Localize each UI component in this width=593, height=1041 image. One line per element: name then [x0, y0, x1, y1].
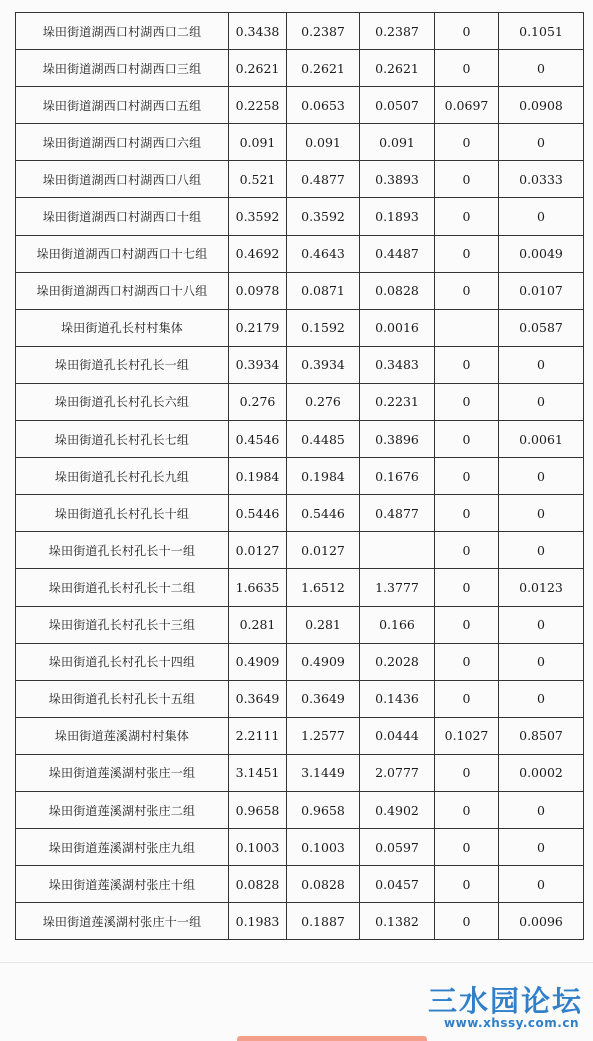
watermark-title: 三水园论坛 — [427, 984, 583, 1018]
value-cell: 0 — [499, 791, 584, 828]
table-row — [16, 829, 584, 866]
unit-name-cell: 垛田街道湖西口村湖西口五组 — [16, 87, 229, 124]
value-cell: 0.2621 — [360, 50, 435, 87]
table-row — [16, 903, 584, 940]
value-cell: 0 — [499, 866, 584, 903]
value-cell: 0.3896 — [360, 421, 435, 458]
value-cell: 0.4877 — [360, 495, 435, 532]
table-row — [16, 87, 584, 124]
value-cell: 0 — [499, 198, 584, 235]
accent-bar — [237, 1036, 427, 1041]
unit-name-cell: 垛田街道莲溪湖村张庄一组 — [16, 754, 229, 791]
value-cell: 0.0507 — [360, 87, 435, 124]
value-cell: 0 — [435, 903, 499, 940]
value-cell: 0.3934 — [229, 346, 287, 383]
value-cell: 0.0333 — [499, 161, 584, 198]
table-row — [16, 458, 584, 495]
value-cell: 0.0653 — [287, 87, 360, 124]
unit-name-cell: 垛田街道湖西口村湖西口十八组 — [16, 272, 229, 309]
value-cell: 0 — [499, 532, 584, 569]
value-cell: 0.3438 — [229, 13, 287, 50]
value-cell: 0 — [435, 161, 499, 198]
table-row — [16, 161, 584, 198]
unit-name-cell: 垛田街道孔长村孔长一组 — [16, 346, 229, 383]
value-cell: 0 — [435, 124, 499, 161]
table-row — [16, 717, 584, 754]
value-cell: 0.3592 — [287, 198, 360, 235]
unit-name-cell: 垛田街道孔长村村集体 — [16, 309, 229, 346]
unit-name-cell: 垛田街道湖西口村湖西口十七组 — [16, 235, 229, 272]
table-row — [16, 124, 584, 161]
table-row — [16, 680, 584, 717]
unit-name-cell: 垛田街道湖西口村湖西口二组 — [16, 13, 229, 50]
value-cell: 0 — [499, 829, 584, 866]
value-cell: 0 — [499, 383, 584, 420]
unit-name-cell: 垛田街道莲溪湖村张庄十一组 — [16, 903, 229, 940]
value-cell: 0.5446 — [229, 495, 287, 532]
value-cell: 0.3649 — [229, 680, 287, 717]
watermark-url: www.xhssy.com.cn — [444, 1016, 579, 1030]
value-cell: 0 — [435, 643, 499, 680]
value-cell: 0.4485 — [287, 421, 360, 458]
value-cell: 0.3592 — [229, 198, 287, 235]
value-cell: 0.0587 — [499, 309, 584, 346]
value-cell: 0.0828 — [360, 272, 435, 309]
value-cell: 0.0828 — [229, 866, 287, 903]
value-cell: 0 — [499, 643, 584, 680]
value-cell: 0 — [435, 680, 499, 717]
value-cell: 2.0777 — [360, 754, 435, 791]
value-cell: 0.4909 — [287, 643, 360, 680]
table-row — [16, 754, 584, 791]
value-cell: 0.1983 — [229, 903, 287, 940]
value-cell: 0.0049 — [499, 235, 584, 272]
value-cell: 1.3777 — [360, 569, 435, 606]
table-row — [16, 198, 584, 235]
value-cell: 0.1436 — [360, 680, 435, 717]
value-cell: 0.1051 — [499, 13, 584, 50]
unit-name-cell: 垛田街道湖西口村湖西口三组 — [16, 50, 229, 87]
table-row — [16, 606, 584, 643]
value-cell: 0.9658 — [287, 791, 360, 828]
value-cell: 0 — [435, 866, 499, 903]
table-body — [16, 13, 584, 940]
table-row — [16, 866, 584, 903]
unit-name-cell: 垛田街道湖西口村湖西口八组 — [16, 161, 229, 198]
value-cell: 0.1592 — [287, 309, 360, 346]
value-cell: 2.2111 — [229, 717, 287, 754]
value-cell: 0.9658 — [229, 791, 287, 828]
value-cell: 0 — [435, 235, 499, 272]
value-cell: 3.1449 — [287, 754, 360, 791]
value-cell: 0 — [435, 569, 499, 606]
page-divider — [0, 962, 593, 963]
value-cell: 0.4487 — [360, 235, 435, 272]
value-cell: 0.2258 — [229, 87, 287, 124]
table-row — [16, 643, 584, 680]
table-row — [16, 495, 584, 532]
value-cell: 0 — [435, 383, 499, 420]
value-cell: 0 — [499, 606, 584, 643]
table-row — [16, 532, 584, 569]
value-cell: 0.0871 — [287, 272, 360, 309]
value-cell: 0 — [435, 458, 499, 495]
value-cell: 0 — [499, 458, 584, 495]
value-cell: 0.3649 — [287, 680, 360, 717]
table-row — [16, 235, 584, 272]
value-cell: 0 — [435, 50, 499, 87]
value-cell: 1.2577 — [287, 717, 360, 754]
value-cell: 0.5446 — [287, 495, 360, 532]
value-cell: 0.0016 — [360, 309, 435, 346]
table-row — [16, 383, 584, 420]
value-cell: 0.0978 — [229, 272, 287, 309]
value-cell: 0 — [435, 272, 499, 309]
table-row — [16, 569, 584, 606]
value-cell: 0.1984 — [287, 458, 360, 495]
value-cell: 0.2621 — [229, 50, 287, 87]
value-cell: 0.1003 — [229, 829, 287, 866]
value-cell: 0.0127 — [287, 532, 360, 569]
value-cell — [360, 532, 435, 569]
value-cell: 0 — [435, 346, 499, 383]
value-cell: 0.091 — [229, 124, 287, 161]
value-cell — [435, 309, 499, 346]
value-cell: 0.281 — [287, 606, 360, 643]
unit-name-cell: 垛田街道孔长村孔长十二组 — [16, 569, 229, 606]
value-cell: 0 — [499, 50, 584, 87]
table-row — [16, 13, 584, 50]
value-cell: 0.2028 — [360, 643, 435, 680]
unit-name-cell: 垛田街道湖西口村湖西口六组 — [16, 124, 229, 161]
value-cell: 0.0107 — [499, 272, 584, 309]
value-cell: 0.091 — [360, 124, 435, 161]
value-cell: 0 — [435, 606, 499, 643]
value-cell: 3.1451 — [229, 754, 287, 791]
value-cell: 0.1984 — [229, 458, 287, 495]
value-cell: 0.281 — [229, 606, 287, 643]
value-cell: 0 — [499, 124, 584, 161]
value-cell: 0.0123 — [499, 569, 584, 606]
value-cell: 0.4902 — [360, 791, 435, 828]
unit-name-cell: 垛田街道孔长村孔长十三组 — [16, 606, 229, 643]
unit-name-cell: 垛田街道孔长村孔长九组 — [16, 458, 229, 495]
value-cell: 0.4909 — [229, 643, 287, 680]
value-cell: 0.2231 — [360, 383, 435, 420]
value-cell: 0.0127 — [229, 532, 287, 569]
unit-name-cell: 垛田街道孔长村孔长六组 — [16, 383, 229, 420]
value-cell: 0 — [435, 198, 499, 235]
value-cell: 0 — [499, 346, 584, 383]
land-area-table — [15, 12, 584, 940]
table-row — [16, 272, 584, 309]
forum-watermark — [405, 975, 585, 1035]
value-cell: 0.521 — [229, 161, 287, 198]
value-cell: 0.2621 — [287, 50, 360, 87]
table-row — [16, 50, 584, 87]
value-cell: 0.2387 — [360, 13, 435, 50]
value-cell: 0.2179 — [229, 309, 287, 346]
value-cell: 0 — [499, 680, 584, 717]
value-cell: 0.0908 — [499, 87, 584, 124]
value-cell: 0.0096 — [499, 903, 584, 940]
unit-name-cell: 垛田街道莲溪湖村村集体 — [16, 717, 229, 754]
value-cell: 0.4546 — [229, 421, 287, 458]
value-cell: 0.4643 — [287, 235, 360, 272]
unit-name-cell: 垛田街道孔长村孔长十一组 — [16, 532, 229, 569]
value-cell: 0.1676 — [360, 458, 435, 495]
value-cell: 0.3483 — [360, 346, 435, 383]
value-cell: 0.0828 — [287, 866, 360, 903]
value-cell: 0.166 — [360, 606, 435, 643]
value-cell: 0.4692 — [229, 235, 287, 272]
table-row — [16, 309, 584, 346]
value-cell: 0.1382 — [360, 903, 435, 940]
table-row — [16, 791, 584, 828]
unit-name-cell: 垛田街道莲溪湖村张庄二组 — [16, 791, 229, 828]
value-cell: 0 — [435, 754, 499, 791]
value-cell: 0.0597 — [360, 829, 435, 866]
value-cell: 1.6512 — [287, 569, 360, 606]
value-cell: 0.3934 — [287, 346, 360, 383]
value-cell: 0 — [435, 421, 499, 458]
value-cell: 0 — [435, 495, 499, 532]
value-cell: 0.276 — [229, 383, 287, 420]
value-cell: 0.4877 — [287, 161, 360, 198]
value-cell: 0 — [435, 532, 499, 569]
unit-name-cell: 垛田街道莲溪湖村张庄十组 — [16, 866, 229, 903]
unit-name-cell: 垛田街道孔长村孔长十组 — [16, 495, 229, 532]
value-cell: 0.3893 — [360, 161, 435, 198]
unit-name-cell: 垛田街道莲溪湖村张庄九组 — [16, 829, 229, 866]
value-cell: 0 — [499, 495, 584, 532]
unit-name-cell: 垛田街道孔长村孔长十四组 — [16, 643, 229, 680]
value-cell: 0.1027 — [435, 717, 499, 754]
value-cell: 0.1003 — [287, 829, 360, 866]
value-cell: 0.0444 — [360, 717, 435, 754]
unit-name-cell: 垛田街道孔长村孔长十五组 — [16, 680, 229, 717]
value-cell: 0.0697 — [435, 87, 499, 124]
value-cell: 0 — [435, 13, 499, 50]
value-cell: 0.276 — [287, 383, 360, 420]
unit-name-cell: 垛田街道孔长村孔长七组 — [16, 421, 229, 458]
value-cell: 0.0061 — [499, 421, 584, 458]
value-cell: 1.6635 — [229, 569, 287, 606]
value-cell: 0 — [435, 791, 499, 828]
value-cell: 0.0457 — [360, 866, 435, 903]
value-cell: 0.8507 — [499, 717, 584, 754]
value-cell: 0.0002 — [499, 754, 584, 791]
value-cell: 0 — [435, 829, 499, 866]
unit-name-cell: 垛田街道湖西口村湖西口十组 — [16, 198, 229, 235]
value-cell: 0.2387 — [287, 13, 360, 50]
table-row — [16, 346, 584, 383]
value-cell: 0.1893 — [360, 198, 435, 235]
table-row — [16, 421, 584, 458]
value-cell: 0.1887 — [287, 903, 360, 940]
value-cell: 0.091 — [287, 124, 360, 161]
